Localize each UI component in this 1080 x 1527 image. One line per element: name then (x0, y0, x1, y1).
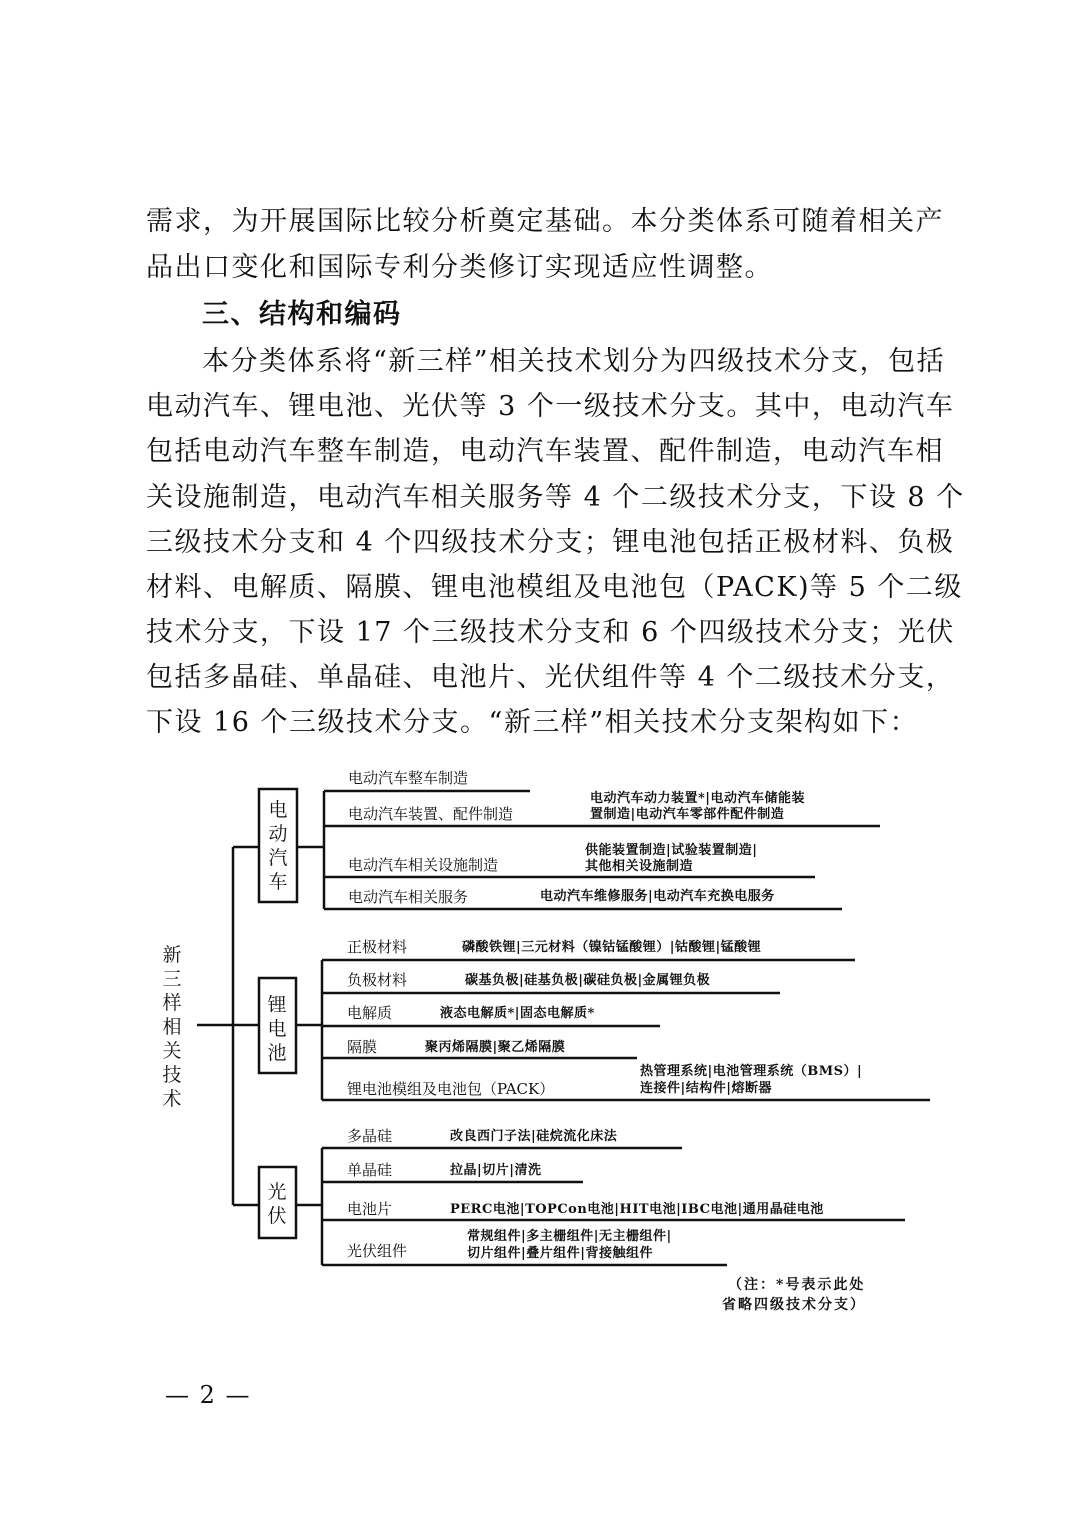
body-text-line: 材料、电解质、隔膜、锂电池模组及电池包（PACK)等 5 个二级 (146, 572, 963, 603)
diagram-note: 省略四级技术分支） (722, 1297, 866, 1313)
sub-branch-text: 电动汽车动力装置*|电动汽车储能装 (590, 791, 806, 806)
body-text-line: 品出口变化和国际专利分类修订实现适应性调整。 (146, 252, 773, 283)
branch-label: 电动汽车装置、配件制造 (348, 805, 514, 823)
sub-branch-text: 改良西门子法|硅烷流化床法 (450, 1129, 618, 1144)
body-text-line: 三级技术分支和 4 个四级技术分支；锂电池包括正极材料、负极 (146, 527, 955, 558)
branch-label: 电动汽车相关设施制造 (348, 856, 499, 874)
branch-label: 电动汽车相关服务 (348, 888, 469, 906)
body-text-line: 关设施制造，电动汽车相关服务等 4 个二级技术分支，下设 8 个 (146, 482, 965, 513)
sub-branch-text: 电动汽车维修服务|电动汽车充换电服务 (540, 889, 775, 904)
sub-branch-text: 磷酸铁锂|三元材料（镍钴锰酸锂）|钴酸锂|锰酸锂 (462, 940, 762, 955)
section-heading: 三、结构和编码 (202, 299, 402, 330)
branch-label: 多晶硅 (347, 1127, 393, 1145)
sub-branch-text: 切片组件|叠片组件|背接触组件 (467, 1246, 653, 1261)
sub-branch-text: PERC电池|TOPCon电池|HIT电池|IBC电池|通用晶硅电池 (450, 1202, 824, 1217)
body-text-line: 技术分支，下设 17 个三级技术分支和 6 个四级技术分支；光伏 (146, 617, 955, 648)
branch-label: 电动汽车整车制造 (348, 769, 469, 787)
pv-node-label: 光伏 (267, 1181, 287, 1227)
sub-branch-text: 液态电解质*|固态电解质* (440, 1006, 595, 1021)
body-text-line: 本分类体系将“新三样”相关技术划分为四级技术分支，包括 (202, 346, 946, 377)
body-text-line: 电动汽车、锂电池、光伏等 3 个一级技术分支。其中，电动汽车 (146, 391, 955, 422)
sub-branch-text: 置制造|电动汽车零部件配件制造 (590, 807, 785, 822)
sub-branch-text: 聚丙烯隔膜|聚乙烯隔膜 (425, 1040, 566, 1055)
sub-branch-text: 热管理系统|电池管理系统（BMS）| (640, 1064, 863, 1079)
sub-branch-text: 供能装置制造|试验装置制造| (585, 843, 758, 858)
sub-branch-text: 常规组件|多主栅组件|无主栅组件| (467, 1229, 672, 1244)
branch-label: 锂电池模组及电池包（PACK） (347, 1080, 555, 1098)
branch-label: 电解质 (347, 1004, 393, 1022)
branch-label: 光伏组件 (347, 1242, 408, 1260)
body-text-line: 包括多晶硅、单晶硅、电池片、光伏组件等 4 个二级技术分支， (146, 662, 955, 693)
sub-branch-text: 连接件|结构件|熔断器 (640, 1081, 772, 1096)
root-node-label: 新三样相关技术 (162, 944, 182, 1110)
branch-label: 正极材料 (347, 938, 408, 956)
branch-label: 负极材料 (347, 971, 408, 989)
diagram-note: （注：*号表示此处 (728, 1277, 866, 1293)
sub-branch-text: 拉晶|切片|清洗 (450, 1163, 542, 1178)
body-text-line: 包括电动汽车整车制造，电动汽车装置、配件制造，电动汽车相 (146, 436, 944, 467)
body-text-line: 需求，为开展国际比较分析奠定基础。本分类体系可随着相关产 (146, 206, 944, 237)
branch-label: 隔膜 (347, 1038, 378, 1056)
li-node-label: 锂电池 (267, 994, 287, 1064)
sub-branch-text: 碳基负极|硅基负极|碳硅负极|金属锂负极 (465, 973, 711, 988)
sub-branch-text: 其他相关设施制造 (585, 859, 694, 874)
page-number: — 2 — (165, 1381, 252, 1409)
branch-label: 电池片 (347, 1200, 393, 1218)
ev-node-label: 电动汽车 (268, 799, 288, 893)
body-text-line: 下设 16 个三级技术分支。“新三样”相关技术分支架构如下： (146, 707, 919, 738)
branch-label: 单晶硅 (347, 1161, 393, 1179)
